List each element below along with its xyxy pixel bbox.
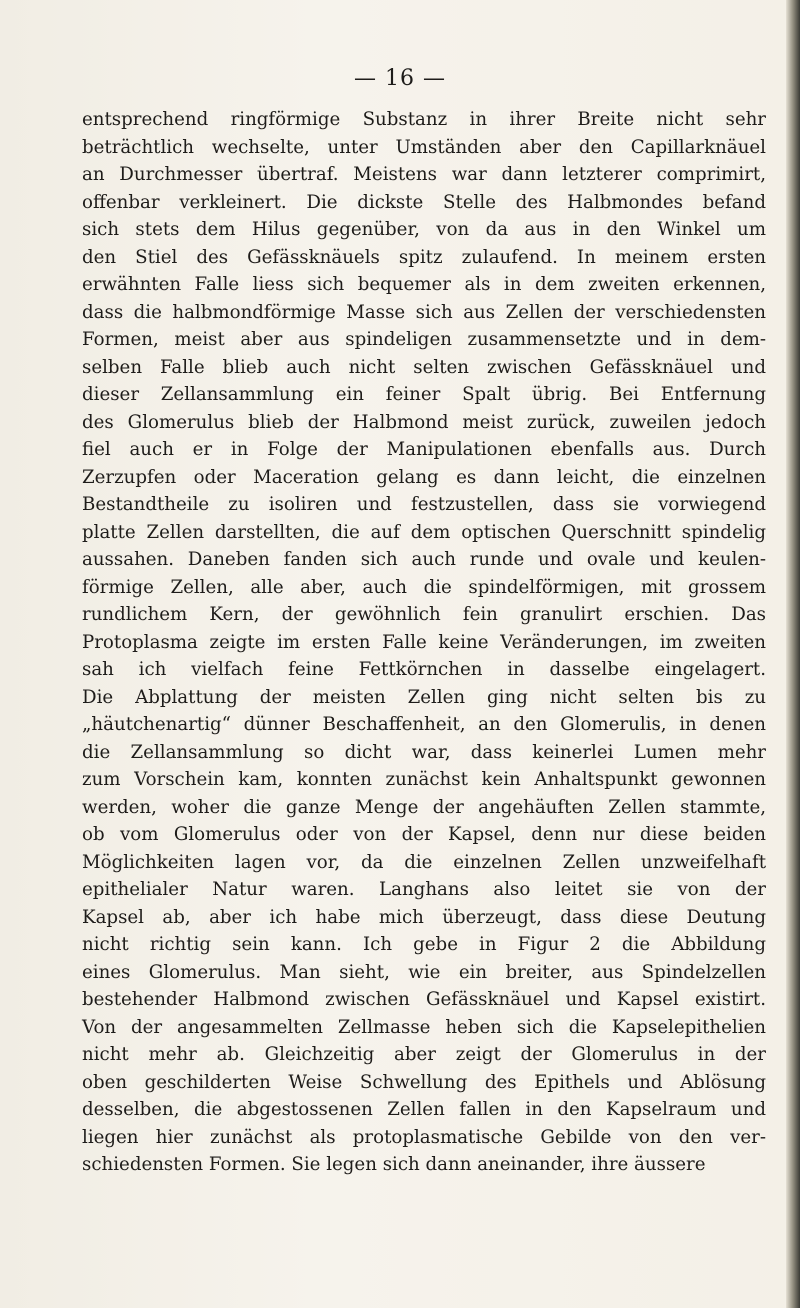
text-line: epithelialer Natur waren. Langhans also leitet sie von der	[82, 879, 766, 900]
text-line: sah ich vielfach feine Fettkörnchen in dasselbe eingelagert.	[82, 659, 766, 680]
text-line: liegen hier zunächst als protoplasmatische Gebilde von den ver-	[82, 1126, 766, 1148]
text-line: desselben, die abgestossenen Zellen fallen in den Kapselraum und	[82, 1099, 766, 1120]
text-line: „häutchenartig“ dünner Beschaffenheit, an den Glomerulis, in denen	[82, 714, 766, 735]
text-line: an Durchmesser übertraf. Meistens war dann letzterer comprimirt,	[82, 164, 766, 185]
text-line: selben Falle blieb auch nicht selten zwischen Gefässknäuel und	[82, 356, 766, 378]
text-line: dieser Zellansammlung ein feiner Spalt übrig. Bei Entfernung	[82, 384, 766, 405]
text-line: Formen, meist aber aus spindeligen zusammensetzte und in dem-	[82, 329, 766, 350]
text-line: ob vom Glomerulus oder von der Kapsel, denn nur diese beiden	[82, 824, 766, 845]
text-line: eines Glomerulus. Man sieht, wie ein breiter, aus Spindelzellen	[82, 961, 766, 983]
text-line: werden, woher die ganze Menge der angehäuften Zellen stammte,	[82, 796, 766, 818]
text-line: sich stets dem Hilus gegenüber, von da aus in den Winkel um	[82, 219, 766, 240]
text-line: beträchtlich wechselte, unter Umständen aber den Capillarknäuel	[82, 136, 766, 158]
text-line: platte Zellen darstellten, die auf dem optischen Querschnitt spindelig	[82, 521, 766, 543]
text-line: offenbar verkleinert. Die dickste Stelle des Halbmondes befand	[82, 191, 766, 213]
page-number: — 16 —	[354, 66, 446, 91]
text-line: fiel auch er in Folge der Manipulationen ebenfalls aus. Durch	[82, 439, 766, 460]
text-line: nicht mehr ab. Gleichzeitig aber zeigt der Glomerulus in der	[82, 1044, 766, 1065]
text-line: des Glomerulus blieb der Halbmond meist zurück, zuweilen jedoch	[82, 411, 766, 433]
text-line: Bestandtheile zu isoliren und festzustellen, dass sie vorwiegend	[82, 494, 766, 515]
text-line: aussahen. Daneben fanden sich auch runde und ovale und keulen-	[82, 549, 766, 570]
text-line: schiedensten Formen. Sie legen sich dann aneinander, ihre äussere	[82, 1154, 706, 1175]
text-line: die Zellansammlung so dicht war, dass keinerlei Lumen mehr	[82, 741, 766, 763]
text-line: bestehender Halbmond zwischen Gefässknäuel und Kapsel existirt.	[82, 989, 766, 1010]
text-line: oben geschilderten Weise Schwellung des Epithels und Ablösung	[82, 1071, 766, 1093]
text-line: Zerzupfen oder Maceration gelang es dann leicht, die einzelnen	[82, 466, 766, 488]
text-line: rundlichem Kern, der gewöhnlich fein granulirt erschien. Das	[82, 604, 766, 625]
text-line: Von der angesammelten Zellmasse heben sich die Kapselepithelien	[82, 1016, 766, 1038]
text-line: nicht richtig sein kann. Ich gebe in Figur 2 die Abbildung	[82, 934, 766, 955]
text-line: erwähnten Falle liess sich bequemer als in dem zweiten erkennen,	[82, 274, 766, 295]
text-line: Kapsel ab, aber ich habe mich überzeugt, dass diese Deutung	[82, 906, 766, 928]
text-line: entsprechend ringförmige Substanz in ihrer Breite nicht sehr	[82, 109, 766, 130]
text-line: zum Vorschein kam, konnten zunächst kein Anhaltspunkt gewonnen	[82, 769, 766, 790]
text-line: Möglichkeiten lagen vor, da die einzelnen Zellen unzweifelhaft	[82, 851, 766, 873]
text-line: den Stiel des Gefässknäuels spitz zulaufend. In meinem ersten	[82, 246, 766, 268]
text-line: Die Abplattung der meisten Zellen ging nicht selten bis zu	[82, 686, 766, 708]
text-line: dass die halbmondförmige Masse sich aus Zellen der verschiedensten	[82, 301, 766, 323]
text-line: Protoplasma zeigte im ersten Falle keine Veränderungen, im zweiten	[82, 631, 766, 653]
text-line: förmige Zellen, alle aber, auch die spindelförmigen, mit grossem	[82, 576, 766, 598]
page-edge-shadow	[786, 0, 800, 1308]
body-text	[82, 106, 766, 1179]
